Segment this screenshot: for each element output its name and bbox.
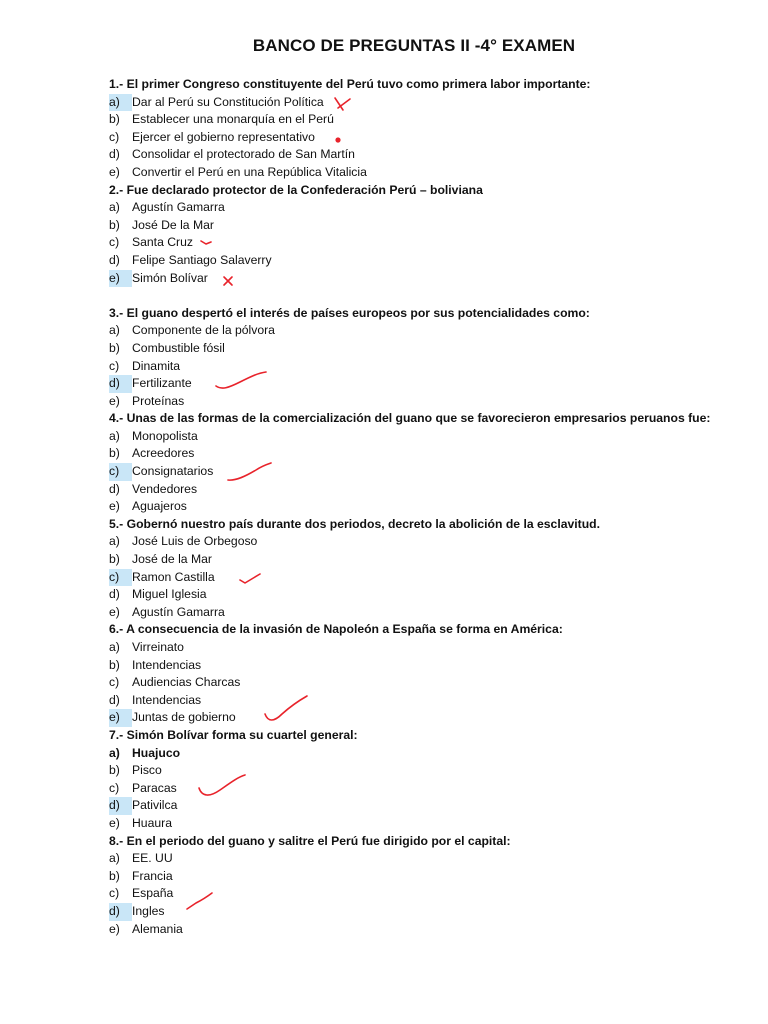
option-letter: a) — [109, 428, 120, 443]
answer-option — [109, 199, 749, 217]
option-letter: d) — [109, 481, 120, 496]
answer-option — [109, 921, 749, 939]
option-text: Dinamita — [132, 358, 181, 373]
option-letter: d) — [109, 587, 120, 602]
answer-option — [109, 340, 749, 358]
option-text: Combustible fósil — [132, 340, 225, 355]
option-letter: a) — [109, 640, 120, 654]
answer-option — [109, 270, 749, 288]
option-letter: b) — [109, 112, 120, 127]
option-letter: c) — [109, 780, 120, 795]
answer-option — [109, 375, 749, 393]
option-text: Convertir el Perú en una República Vitalicia — [132, 164, 367, 179]
answer-option — [109, 674, 749, 692]
option-letter: b) — [109, 340, 120, 355]
answer-option — [109, 903, 749, 921]
option-text: Pisco — [132, 763, 162, 778]
option-text: José De la Mar — [132, 217, 214, 232]
answer-option — [109, 850, 749, 868]
option-text: Felipe Santiago Salaverry — [132, 252, 272, 267]
option-letter: b) — [109, 552, 120, 567]
option-text: Miguel Iglesia — [132, 587, 207, 602]
option-letter: c) — [109, 463, 132, 481]
option-text: Francia — [132, 868, 173, 883]
option-letter: c) — [109, 886, 120, 901]
option-text: Vendedores — [132, 481, 198, 496]
option-text: Consolidar el protectorado de San Martín — [132, 147, 355, 162]
option-text: Virreinato — [132, 640, 184, 654]
answer-option — [109, 94, 749, 112]
option-letter: d) — [109, 903, 132, 921]
answer-option — [109, 797, 749, 815]
answer-option — [109, 586, 749, 604]
option-text: Fertilizante — [132, 376, 192, 391]
option-text: Agustín Gamarra — [132, 604, 225, 619]
answer-option — [109, 322, 749, 340]
option-letter: a) — [109, 323, 120, 338]
answer-option — [109, 657, 749, 675]
option-letter: a) — [109, 745, 120, 760]
option-letter: a) — [109, 534, 120, 549]
question-text: 3.- El guano despertó el interés de países europeos por sus potencialidades como: — [109, 305, 590, 320]
option-letter: c) — [109, 569, 132, 587]
question-list — [109, 76, 749, 938]
option-text: Dar al Perú su Constitución Política — [132, 94, 324, 109]
answer-option — [109, 481, 749, 499]
option-letter: b) — [109, 446, 120, 461]
option-text: Juntas de gobierno — [132, 710, 236, 725]
option-letter: d) — [109, 797, 132, 815]
option-text: Ejercer el gobierno representativo — [132, 129, 315, 144]
option-letter: a) — [109, 94, 132, 112]
question-text: 7.- Simón Bolívar forma su cuartel general: — [109, 727, 358, 742]
answer-option — [109, 129, 749, 147]
option-text: José Luis de Orbegoso — [132, 534, 258, 549]
option-text: España — [132, 886, 174, 901]
option-text: Paracas — [132, 780, 177, 795]
option-text: Agustín Gamarra — [132, 200, 225, 215]
answer-option — [109, 164, 749, 182]
question-text: 1.- El primer Congreso constituyente del Perú tuvo como primera labor importante: — [109, 77, 591, 91]
question-text: 2.- Fue declarado protector de la Confederación Perú – boliviana — [109, 182, 483, 197]
answer-option — [109, 762, 749, 780]
answer-option — [109, 745, 749, 763]
option-letter: e) — [109, 921, 120, 936]
option-letter: c) — [109, 358, 120, 373]
answer-option — [109, 533, 749, 551]
answer-option — [109, 234, 749, 252]
option-text: Santa Cruz — [132, 235, 193, 250]
option-text: Componente de la pólvora — [132, 323, 275, 338]
option-letter: e) — [109, 604, 120, 619]
answer-option — [109, 217, 749, 235]
answer-option — [109, 358, 749, 376]
option-text: Huajuco — [132, 745, 181, 760]
option-text: Proteínas — [132, 393, 185, 408]
option-letter: d) — [109, 375, 132, 393]
option-text: Acreedores — [132, 446, 195, 461]
option-letter: d) — [109, 692, 120, 707]
option-letter: e) — [109, 499, 120, 514]
option-letter: e) — [109, 709, 132, 727]
option-text: Monopolista — [132, 428, 198, 443]
option-text: EE. UU — [132, 851, 173, 866]
answer-option — [109, 709, 749, 727]
option-text: Alemania — [132, 921, 183, 936]
answer-option — [109, 146, 749, 164]
answer-option — [109, 780, 749, 798]
answer-option — [109, 252, 749, 270]
option-letter: c) — [109, 675, 120, 690]
option-letter: c) — [109, 129, 120, 144]
option-letter: e) — [109, 393, 120, 408]
option-letter: b) — [109, 657, 120, 672]
question-text: 6.- A consecuencia de la invasión de Napoleón a España se forma en América: — [109, 622, 563, 637]
option-letter: e) — [109, 815, 120, 830]
answer-option — [109, 463, 749, 481]
option-letter: b) — [109, 217, 120, 232]
option-text: Establecer una monarquía en el Perú — [132, 112, 334, 127]
answer-option — [109, 393, 749, 411]
answer-option — [109, 111, 749, 129]
option-text: Huaura — [132, 815, 172, 830]
option-text: Consignatarios — [132, 464, 214, 479]
answer-option — [109, 604, 749, 622]
answer-option — [109, 639, 749, 657]
option-letter: a) — [109, 200, 120, 215]
option-letter: b) — [109, 763, 120, 778]
answer-option — [109, 428, 749, 446]
option-text: Audiencias Charcas — [132, 675, 241, 690]
question-text: 5.- Gobernó nuestro país durante dos periodos, decreto la abolición de la esclavitud. — [109, 516, 600, 531]
option-letter: e) — [109, 164, 120, 179]
option-text: José de la Mar — [132, 552, 212, 567]
question-text: 8.- En el periodo del guano y salitre el Perú fue dirigido por el capital: — [109, 833, 511, 848]
option-text: Aguajeros — [132, 499, 187, 514]
option-letter: b) — [109, 868, 120, 883]
answer-option — [109, 815, 749, 833]
answer-option — [109, 885, 749, 903]
option-text: Simón Bolívar — [132, 270, 208, 285]
answer-option — [109, 868, 749, 886]
option-text: Intendencias — [132, 692, 202, 707]
answer-option — [109, 445, 749, 463]
option-text: Pativilca — [132, 798, 178, 813]
question-text: 4.- Unas de las formas de la comercialización del guano que se favorecieron empresarios peruanos fue: — [109, 411, 711, 426]
blank-line — [109, 287, 749, 305]
option-letter: e) — [109, 270, 132, 288]
answer-option — [109, 569, 749, 587]
option-text: Intendencias — [132, 657, 202, 672]
option-letter: c) — [109, 235, 120, 250]
option-text: Ramon Castilla — [132, 569, 215, 584]
option-letter: d) — [109, 252, 120, 267]
option-letter: a) — [109, 851, 120, 866]
answer-option — [109, 692, 749, 710]
answer-option — [109, 551, 749, 569]
option-text: Ingles — [132, 903, 165, 918]
page-title: BANCO DE PREGUNTAS II -4° EXAMEN — [252, 36, 576, 55]
answer-option — [109, 498, 749, 516]
option-letter: d) — [109, 147, 120, 162]
